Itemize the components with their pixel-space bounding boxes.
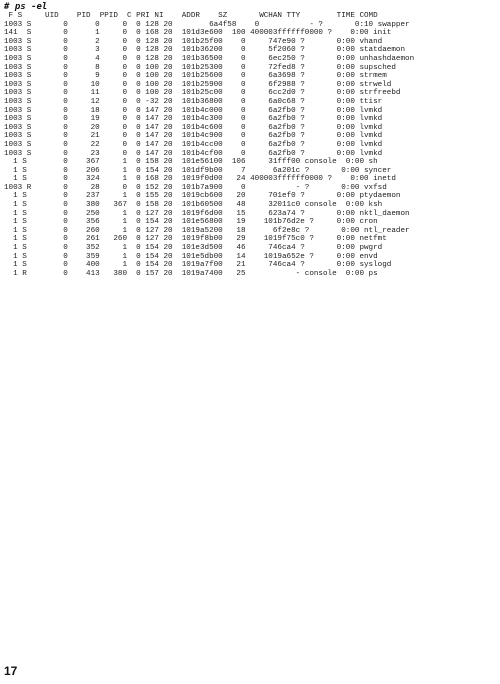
- process-row: 1 S 0 400 1 0 154 20 1019a7f00 21 746ca4 ? 0:00 syslogd: [4, 261, 392, 270]
- process-row: 1 S 0 260 1 0 127 20 1019a5200 18 6f2e8c ? 0:00 ntl_reader: [4, 226, 410, 235]
- process-row: 1003 S 0 10 0 0 100 20 101b25900 0 6f2988 ? 0:00 strweld: [4, 80, 392, 89]
- process-row: 1003 S 0 19 0 0 147 20 101b4c300 0 6a2fb0 ? 0:00 lvmkd: [4, 115, 383, 124]
- process-row: 1003 S 0 9 0 0 100 20 101b25600 0 6a3698 ? 0:00 strmem: [4, 72, 387, 81]
- listing-rows: [4, 21, 414, 279]
- listing-header: F S UID PID PPID C PRI NI ADDR SZ WCHAN TTY TIME COMD: [4, 12, 378, 20]
- process-row: 1 S 0 367 1 0 158 20 101e56100 106 31fff00 console 0:00 sh: [4, 158, 378, 167]
- process-row: 1003 S 0 12 0 0 -32 20 101b36800 0 6a0c68 ? 0:00 ttisr: [4, 97, 383, 106]
- page-number: 17: [4, 664, 18, 678]
- process-row: 1 R 0 413 380 0 157 20 1019a7400 25 - console 0:00 ps: [4, 269, 378, 278]
- process-row: 1003 R 0 28 0 0 152 20 101b7a900 0 - ? 0:00 vxfsd: [4, 183, 387, 192]
- process-row: 1 S 0 380 367 0 158 20 101b60500 48 32011c0 console 0:00 ksh: [4, 201, 383, 210]
- process-row: 1003 S 0 18 0 0 147 20 101b4c000 0 6a2fb0 ? 0:00 lvmkd: [4, 106, 383, 115]
- process-row: 1 S 0 206 1 0 154 20 101df9b00 7 6a201c ? 0:00 syncer: [4, 166, 392, 175]
- command-line: # ps -el: [4, 2, 48, 12]
- process-listing: [4, 12, 414, 278]
- process-row: 1003 S 0 4 0 0 128 20 101b36500 0 6ec250 ? 0:00 unhashdaemon: [4, 54, 415, 63]
- process-row: 1 S 0 352 1 0 154 20 101e3d500 46 746ca4 ? 0:00 pwgrd: [4, 244, 383, 253]
- process-row: 1003 S 0 2 0 0 128 20 101b25f00 0 747e90 ? 0:00 vhand: [4, 37, 383, 46]
- process-row: 1 S 0 250 1 0 127 20 1019f6d00 15 623a74 ? 0:00 nktl_daemon: [4, 209, 410, 218]
- process-row: 1 S 0 324 1 0 168 20 1019f0d00 24 400003ffffff0000 ? 0:00 inetd: [4, 175, 396, 184]
- process-row: 1 S 0 356 1 0 154 20 101e56800 19 101b76d2e ? 0:00 cron: [4, 218, 378, 227]
- process-row: 1 S 0 359 1 0 154 20 101e5db00 14 1019a652e ? 0:00 envd: [4, 252, 378, 261]
- process-row: 1 S 0 237 1 0 155 20 1019cb600 20 701ef0 ? 0:00 ptydaemon: [4, 192, 401, 201]
- process-row: 141 S 0 1 0 0 168 20 101d3e600 100 400003ffffff0000 ? 0:00 init: [4, 29, 392, 38]
- process-row: 1003 S 0 22 0 0 147 20 101b4cc00 0 6a2fb0 ? 0:00 lvmkd: [4, 140, 383, 149]
- process-row: 1003 S 0 0 0 0 128 20 6a4f58 0 - ? 0:10 swapper: [4, 20, 410, 29]
- process-row: 1003 S 0 11 0 0 100 20 101b25c00 0 6cc2d0 ? 0:00 strfreebd: [4, 89, 401, 98]
- process-row: 1003 S 0 8 0 0 100 20 101b25300 0 72fed8 ? 0:00 supsched: [4, 63, 396, 72]
- process-row: 1003 S 0 20 0 0 147 20 101b4c600 0 6a2fb0 ? 0:00 lvmkd: [4, 123, 383, 132]
- process-row: 1003 S 0 21 0 0 147 20 101b4c900 0 6a2fb0 ? 0:00 lvmkd: [4, 132, 383, 141]
- process-row: 1003 S 0 3 0 0 128 20 101b36200 0 5f2060 ? 0:00 statdaemon: [4, 46, 406, 55]
- process-row: 1003 S 0 23 0 0 147 20 101b4cf00 0 6a2fb0 ? 0:00 lvmkd: [4, 149, 383, 158]
- process-row: 1 S 0 261 260 0 127 20 1019f8b00 29 1019f75c0 ? 0:00 netfmt: [4, 235, 387, 244]
